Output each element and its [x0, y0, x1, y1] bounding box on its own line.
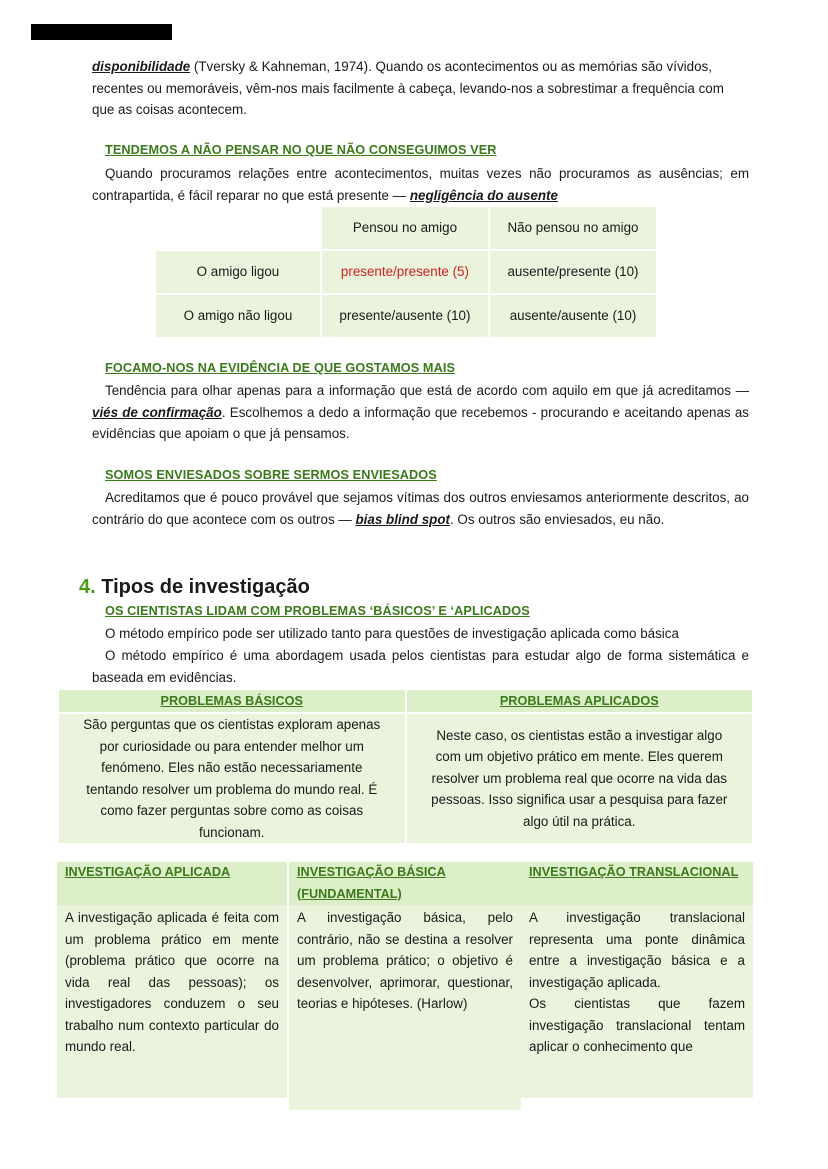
row-label-not-called: O amigo não ligou — [155, 294, 321, 338]
heading-confirmation-bias: FOCAMO-NOS NA EVIDÊNCIA DE QUE GOSTAMOS MAIS — [105, 361, 456, 375]
section4-paragraph-1: O método empírico pode ser utilizado tanto para questões de investigação aplicada como básica — [105, 626, 679, 641]
cell-absent-present: ausente/presente (10) — [489, 250, 657, 294]
applied-research-column — [57, 862, 287, 1098]
section4-paragraph-2: O método empírico é uma abordagem usada pelos cientistas para estudar algo de forma sistemática e baseada em evidências. — [92, 648, 749, 685]
confirmation-bias-paragraph: Tendência para olhar apenas para a informação que está de acordo com aquilo em que já acreditamos — viés de confirmação. Escolhemos a dedo a informação que recebemos - procurando e aceitando apenas as evidências que apoiam o que já pensamos. — [92, 383, 749, 441]
translational-research-text-1: A investigação translacional representa uma ponte dinâmica entre a investigação básica e a investigação aplicada. — [529, 910, 745, 990]
translational-research-header: INVESTIGAÇÃO TRANSLACIONAL — [521, 862, 753, 905]
section-4-title: 4. Tipos de investigação — [79, 576, 310, 598]
basic-problems-text: São perguntas que os cientistas exploram apenas por curiosidade ou para entender melhor um fenómeno. Eles não estão necessariamente tentando resolver um problema do mundo real. É como fazer perguntas sobre como as coisas funcionam. — [58, 713, 406, 844]
basic-research-column — [289, 862, 521, 1110]
friend-call-table — [154, 205, 658, 339]
term-bias-blind-spot: bias blind spot — [355, 511, 450, 527]
cell-present-present: presente/presente (5) — [321, 250, 489, 294]
redacted-header — [31, 24, 172, 40]
translational-research-column — [521, 862, 753, 1098]
term-confirmation-bias: viés de confirmação — [92, 404, 222, 420]
applied-problems-text: Neste caso, os cientistas estão a investigar algo com um objetivo prático em mente. Eles querem resolver um problema real que ocorre na vida das pessoas. Isso significa usar a pesquisa para fazer algo útil na prática. — [406, 713, 754, 844]
term-absent-neglect: negligência do ausente — [409, 187, 558, 203]
absent-neglect-paragraph: Quando procuramos relações entre acontecimentos, muitas vezes não procuramos as ausências; em contrapartida, é fácil reparar no que está presente — negligência do ausente — [92, 166, 749, 203]
basic-research-text: A investigação básica, pelo contrário, não se destina a resolver um problema prático; o objetivo é desenvolver, aprimorar, questionar, teorias e hipóteses. (Harlow) — [297, 910, 513, 1011]
col-header-not-thought: Não pensou no amigo — [489, 206, 657, 250]
translational-research-text-2: Os cientistas que fazem investigação translacional tentam aplicar o conhecimento que — [529, 996, 745, 1054]
section-number: 4. — [79, 576, 96, 598]
col-header-thought: Pensou no amigo — [321, 206, 489, 250]
applied-problems-header: PROBLEMAS APLICADOS — [406, 689, 754, 713]
availability-paragraph: disponibilidade (Tversky & Kahneman, 1974). Quando os acontecimentos ou as memórias são vívidos, recentes ou memoráveis, vêm-nos mais facilmente à cabeça, levando-nos a sobrestimar a frequência com que as coisas acontecem. — [92, 59, 724, 117]
problems-table — [57, 688, 754, 845]
basic-problems-header: PROBLEMAS BÁSICOS — [58, 689, 406, 713]
cell-absent-absent: ausente/ausente (10) — [489, 294, 657, 338]
heading-basic-applied-problems: OS CIENTISTAS LIDAM COM PROBLEMAS ‘BÁSICOS’ E ‘APLICADOS — [105, 604, 530, 618]
cell-present-absent: presente/ausente (10) — [321, 294, 489, 338]
row-label-called: O amigo ligou — [155, 250, 321, 294]
applied-research-text: A investigação aplicada é feita com um problema prático em mente (problema prático que ocorre na vida real das pessoas); os investigadores conduzem o seu trabalho num contexto particular do mundo real. — [65, 910, 279, 1054]
heading-bias-blind-spot: SOMOS ENVIESADOS SOBRE SERMOS ENVIESADOS — [105, 468, 437, 482]
heading-absent-neglect: TENDEMOS A NÃO PENSAR NO QUE NÃO CONSEGUIMOS VER — [105, 143, 497, 157]
basic-research-header: INVESTIGAÇÃO BÁSICA (FUNDAMENTAL) — [289, 862, 521, 905]
term-availability: disponibilidade — [92, 59, 191, 74]
empty-corner-cell — [155, 206, 321, 250]
bias-blind-spot-paragraph: Acreditamos que é pouco provável que sejamos vítimas dos outros enviesamos anteriormente descritos, ao contrário do que acontece com os outros — bias blind spot. Os outros são enviesados, eu não. — [92, 490, 749, 527]
applied-research-header: INVESTIGAÇÃO APLICADA — [57, 862, 287, 905]
